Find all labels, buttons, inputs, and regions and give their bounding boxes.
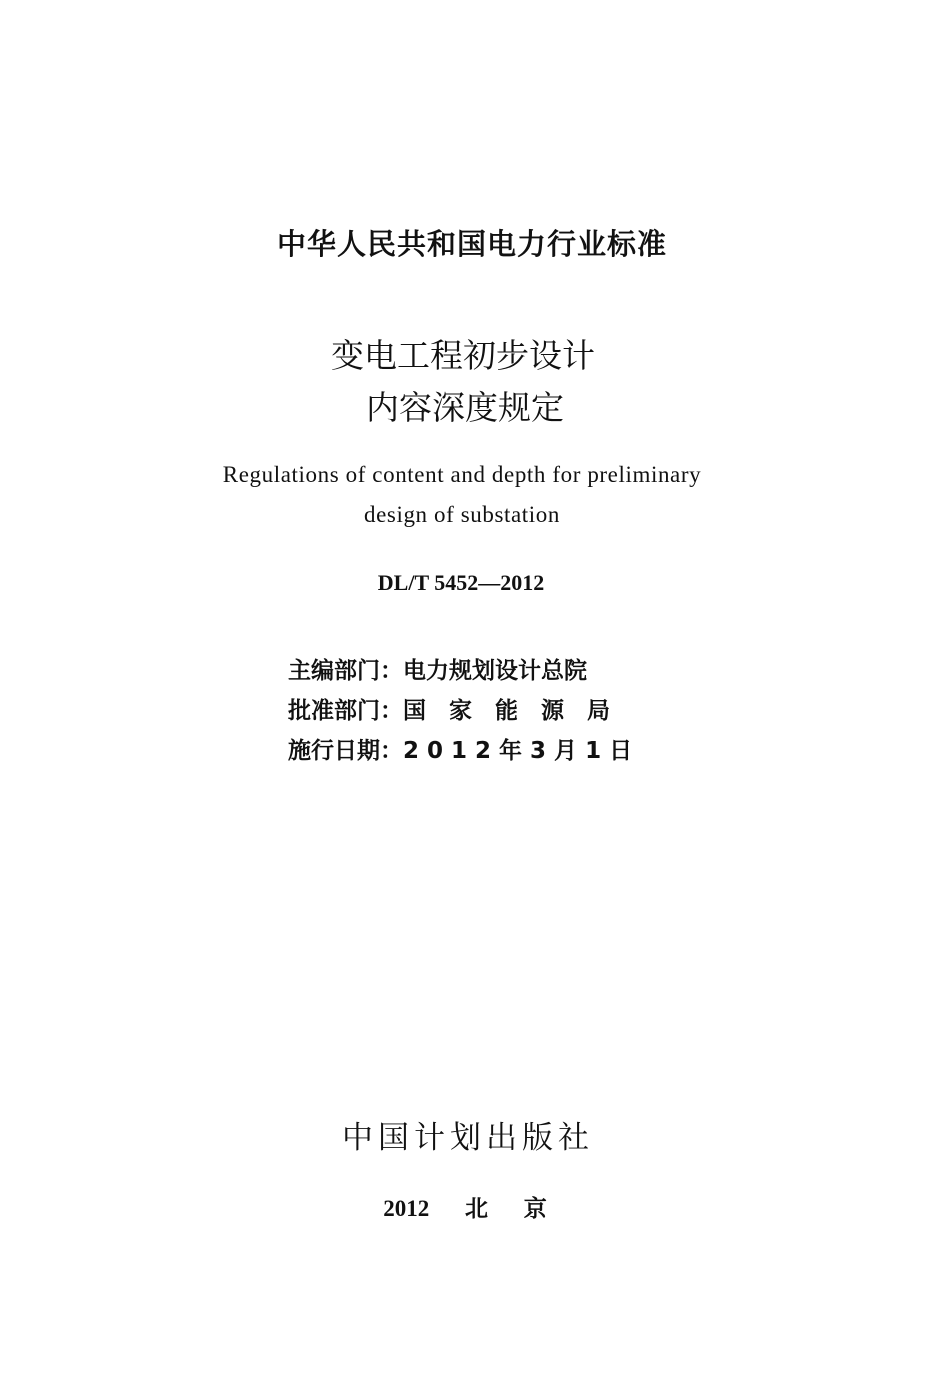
standard-series: 中华人民共和国电力行业标准 [276,227,667,261]
year-city: 2012 北 京 [383,1196,547,1221]
title-zh-line2: 内容深度规定 [366,388,564,427]
title-en-line1: Regulations of content and depth for preliminary [222,462,702,487]
chief-editor-dept: 主编部门：电力规划设计总院 [288,658,587,684]
standard-code: DL/T 5452—2012 [377,570,545,595]
effective-date: 施行日期：2 0 1 2 年 3 月 1 日 [288,738,633,764]
approval-dept: 批准部门：国 家 能 源 局 [288,698,610,724]
title-zh-line1: 变电工程初步设计 [331,336,595,375]
publisher: 中国计划出版社 [342,1120,594,1156]
title-en-line2: design of substation [364,502,560,527]
